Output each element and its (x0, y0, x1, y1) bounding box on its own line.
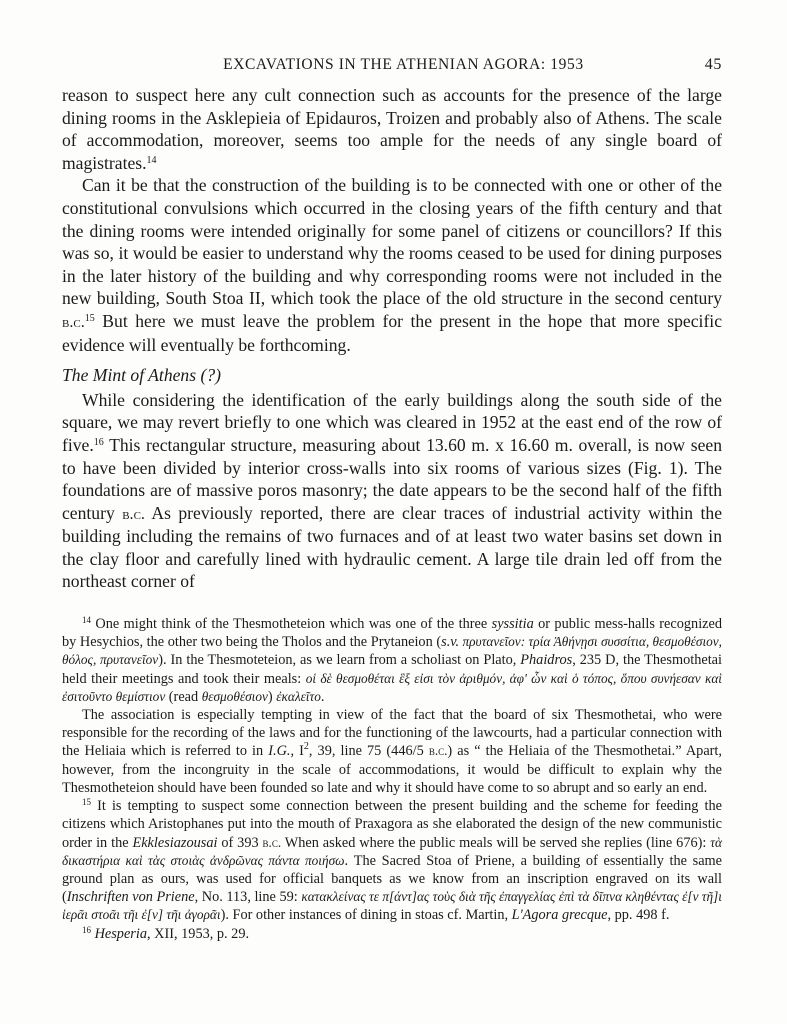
footnote-16: $^{16}$ Hesperia, XII, 1953, p. 29. (82, 924, 250, 942)
footnote-ref[interactable]: 14 (146, 154, 157, 166)
footnotes (62, 615, 722, 943)
paragraph: Can it be that the construction of the building is to be connected with one or other of the constitutional convulsions which occurred in the closing years of the fifth century and that the dining rooms were intended originally for some panel of citizens or councillors? If this was so, it would be easier to understand why the rooms ceased to be used for dining purposes in the later history of the building and why corresponding rooms were not included in the new building, South Stoa II, which took the place of the old structure in the second century b.c.$^{15}$ But here we must leave the problem for the present in the hope that more specific evidence will eventually be forthcoming. (62, 175, 722, 355)
footnote-ref[interactable]: 16 (93, 436, 104, 448)
footnote-15: $^{15}$ It is tempting to suspect some connection between the present building and the scheme for feeding the citizens which Aristophanes put into the mouth of Praxagora as she elaborated the design of the new communistic order in the Ekklesiazousai of 393 b.c. When asked where the public meals will be served she replies (line 676): τὰ δικαστήρια καὶ τὰς στοιὰς ἀνδρῶνας πάντα ποιήσω. The Sacred Stoa of Priene, a building of essentially the same ground plan as ours, was used for official banquets as we know from an inscription engraved on its wall (Inschriften von Priene, No. 113, line 59: κατακλείνας τε π[άντ]ας τοὺς διὰ τῆς ἐπαγγελίας ἐπὶ τὰ δῖπνα κληθέντας ἐ[ν τῆ]ι ἱερᾶι στοᾶι τῆι ἐ[ν] τῆι ἀγορᾶι). For other instances of dining in stoas cf. Martin, L'Agora grecque, pp. 498 f. (62, 797, 723, 924)
paragraph: While considering the identification of the early buildings along the south side of the square, we may revert briefly to one which was cleared in 1952 at the east end of the row of five.$^{16}$ This rectangular structure, measuring about 13.60 m. x 16.60 m. overall, is now seen to have been divided by interior cross-walls into six rooms of various sizes (Fig. 1). The foundations are of massive poros masonry; the date appears to be the second half of the fifth century b.c. As previously reported, there are clear traces of industrial activity within the building including the remains of two furnaces and of at least two water basins set down in the clay floor and carefully lined with hydraulic cement. A large tile drain led off from the northeast corner of (62, 389, 723, 592)
running-title: EXCAVATIONS IN THE ATHENIAN AGORA: 1953 (223, 56, 584, 73)
footnote-14: $^{14}$ One might think of the Thesmotheteion which was one of the three syssitia or public mess-halls recognized by Hesychios, the other two being the Tholos and the Prytaneion (s.v. πρυτανεῖον: τρία Ἀθήνῃσι συσσίτια, θεσμοθέσιον, θόλος, πρυτανεῖον). In the Thesmoteteion, as we learn from a scholiast on Plato, Phaidros, 235 D, the Thesmothetai held their meetings and took their meals: οἱ δὲ θεσμοθέται ἓξ εἰσι τὸν ἀριθμόν, ἀφ' ὧν καὶ ὁ τόπος, ὅπου συνήεσαν καὶ ἐσιτοῦντο θεμίστιον (read θεσμοθέσιον) ἐκαλεῖτο. (62, 615, 722, 705)
footnote-14-continued: The association is especially tempting in view of the fact that the board of six Thesmothetai, who were responsible for the recording of the laws and for the functioning of the lawcourts, had a particular connection with the Heliaia which is referred to in I.G., $I^2$, 39, line 75 (446/5 b.c.) as “ the Heliaia of the Thesmothetai.” Apart, however, from the incongruity in the scale of accommodations, it would be difficult to explain why the Thesmotheteion should have been founded so late and why it should have come to so abrupt and so early an end. (62, 707, 722, 796)
body-text (62, 84, 722, 593)
page-number: 45 (704, 56, 722, 73)
running-head (62, 56, 722, 74)
section-heading: The Mint of Athens (?) (62, 365, 221, 386)
page (62, 56, 722, 943)
paragraph: reason to suspect here any cult connection such as accounts for the presence of the large dining rooms in the Asklepieia of Epidauros, Troizen and probably also of Athens. The scale of accommodation, moreover, seems too ample for the needs of any single board of magistrates.$^{14}$ (62, 85, 722, 173)
footnote-ref[interactable]: 15 (84, 312, 95, 324)
